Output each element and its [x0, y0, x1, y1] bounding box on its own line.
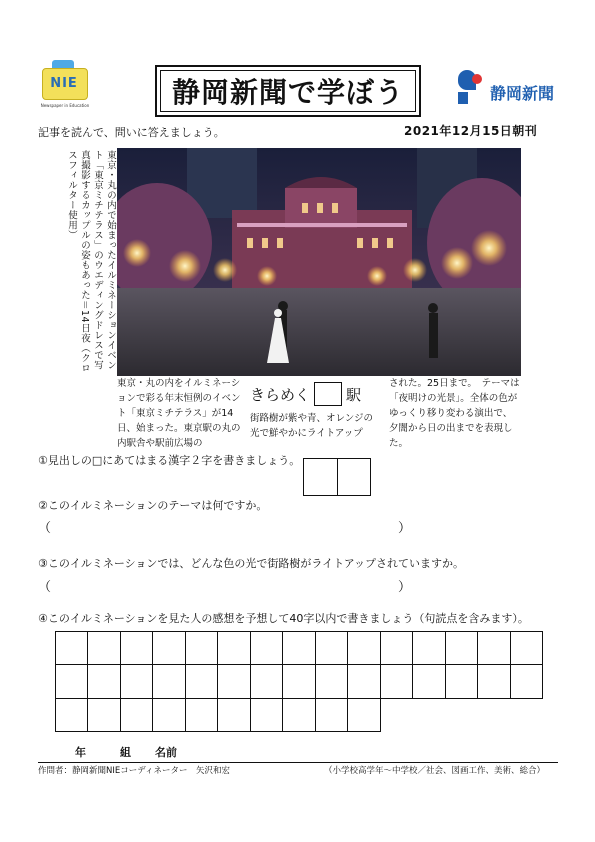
question-1: ①見出しの□にあてはまる漢字２字を書きましょう。	[38, 454, 301, 467]
grid-cell[interactable]	[217, 631, 250, 665]
answer-paren-close: ）	[398, 521, 412, 536]
article-column-2: 街路樹が紫や青、オレンジの光で鮮やかにライトアップ	[250, 413, 374, 439]
class-label: 組	[120, 746, 131, 759]
article-photo	[117, 148, 521, 376]
grid-cell[interactable]	[412, 664, 445, 698]
answer-paren-open: （	[38, 521, 52, 536]
grid-cell[interactable]	[185, 631, 218, 665]
grid-cell[interactable]	[282, 664, 315, 698]
author-credit: 作問者：静岡新聞NIEコーディネーター 矢沢和宏	[38, 766, 231, 776]
grid-cell[interactable]	[347, 698, 380, 732]
grid-cell[interactable]	[315, 698, 348, 732]
grid-cell[interactable]	[55, 631, 88, 665]
headline-after: 駅	[346, 385, 362, 404]
grid-cell[interactable]	[510, 664, 543, 698]
question-4: ④このイルミネーションを見た人の感想を予想して40字以内で書きましょう（句読点を含みます）。	[38, 612, 529, 625]
grid-cell[interactable]	[380, 664, 413, 698]
grid-cell[interactable]	[445, 631, 478, 665]
grid-cell[interactable]	[152, 664, 185, 698]
name-line	[38, 744, 558, 763]
grid-cell[interactable]	[87, 698, 120, 732]
grid-cell[interactable]	[282, 631, 315, 665]
question-2: ②このイルミネーションのテーマは何ですか。	[38, 499, 268, 512]
answer-paren-close: ）	[398, 580, 412, 595]
answer-grid[interactable]	[55, 631, 542, 731]
issue-date: 2021年12月15日朝刊	[404, 124, 538, 138]
grid-cell[interactable]	[87, 664, 120, 698]
article-headline	[250, 380, 370, 408]
grid-cell[interactable]	[250, 664, 283, 698]
grid-cell[interactable]	[315, 631, 348, 665]
grid-cell[interactable]	[87, 631, 120, 665]
article-column-3: された。25日まで。 テーマは「夜明けの光景」。全体の色がゆっくり移り変わる演出で、夕闇から日の出までを表現した。	[389, 378, 520, 449]
grid-cell[interactable]	[347, 664, 380, 698]
grid-cell[interactable]	[250, 631, 283, 665]
brand-name: 静岡新聞	[490, 84, 555, 103]
nie-logo-subtitle: Newspaper in Education	[40, 103, 90, 108]
grid-cell[interactable]	[120, 664, 153, 698]
grid-cell[interactable]	[445, 664, 478, 698]
grid-cell[interactable]	[477, 631, 510, 665]
grade-label: 年	[75, 746, 86, 759]
question-2-answer-area[interactable]	[55, 517, 393, 535]
grid-cell[interactable]	[250, 698, 283, 732]
grid-cell[interactable]	[347, 631, 380, 665]
answer-box[interactable]	[304, 459, 338, 495]
title-box	[155, 65, 421, 117]
nie-logo-text: NIE	[50, 76, 78, 91]
grid-cell[interactable]	[217, 664, 250, 698]
headline-before: きらめく	[250, 385, 311, 404]
grid-cell[interactable]	[217, 698, 250, 732]
question-3-answer-area[interactable]	[55, 576, 393, 594]
answer-box[interactable]	[338, 459, 371, 495]
page-title: 静岡新聞で学ぼう	[171, 76, 404, 109]
photo-caption: 東京・丸の内で始まったイルミネーションイベント「東京ミチテラス」のウエディングドレスで写真撮影するカップルの姿もあった＝14日夜（クロスフィルター使用）	[66, 150, 116, 374]
article-column-1: 東京・丸の内をイルミネーションで彩る年末恒例のイベント「東京ミチテラス」が14日、始まった。東京駅の丸の内駅舎や駅前広場の	[117, 378, 241, 449]
instruction-text: 記事を読んで、問いに答えましょう。	[38, 126, 225, 139]
name-label: 名前	[155, 746, 177, 759]
grid-cell[interactable]	[282, 698, 315, 732]
question-3: ③このイルミネーションでは、どんな色の光で街路樹がライトアップされていますか。	[38, 557, 464, 570]
grid-cell[interactable]	[120, 698, 153, 732]
question-1-answer-boxes[interactable]	[303, 458, 371, 496]
grid-cell[interactable]	[152, 698, 185, 732]
grid-cell[interactable]	[152, 631, 185, 665]
grid-cell[interactable]	[185, 698, 218, 732]
nie-logo	[38, 60, 92, 112]
grid-cell[interactable]	[315, 664, 348, 698]
grid-cell[interactable]	[412, 631, 445, 665]
grid-cell[interactable]	[510, 631, 543, 665]
brand-logo	[458, 70, 568, 106]
grid-cell[interactable]	[477, 664, 510, 698]
grid-cell[interactable]	[185, 664, 218, 698]
grid-cell[interactable]	[55, 664, 88, 698]
grid-cell[interactable]	[120, 631, 153, 665]
grid-cell[interactable]	[380, 631, 413, 665]
grid-cell[interactable]	[55, 698, 88, 732]
headline-blank-box	[314, 382, 342, 406]
answer-paren-open: （	[38, 580, 52, 595]
target-audience: （小学校高学年～中学校／社会、図画工作、美術、総合）	[324, 766, 546, 776]
